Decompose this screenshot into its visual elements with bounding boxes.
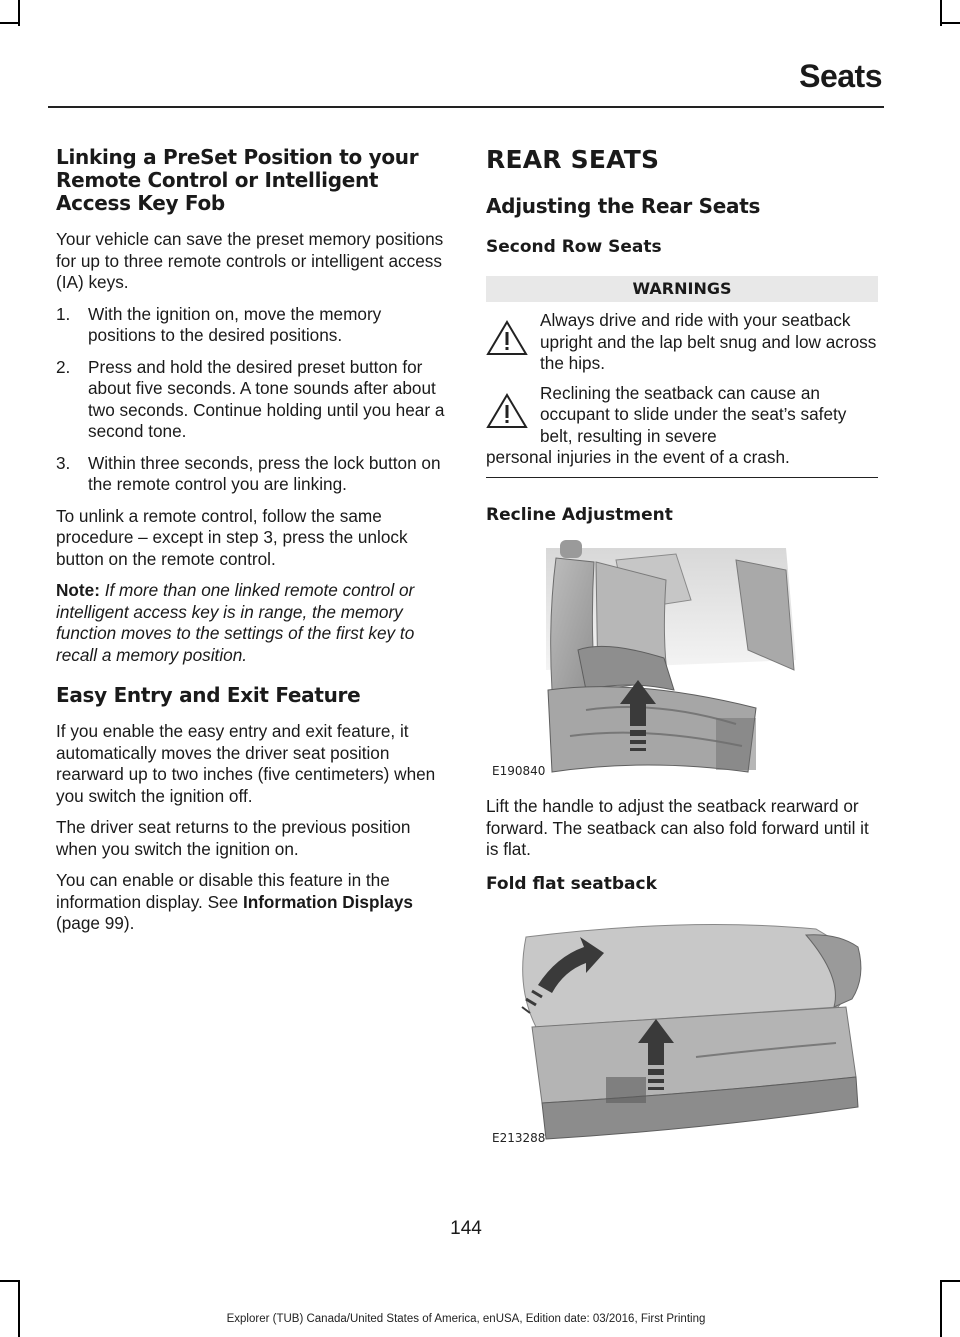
note-text: If more than one linked remote control or intelligent access key is in range, the memory function moves to the settings of the first key to recall a memory position. [56, 580, 415, 665]
warning-text-continued: personal injuries in the event of a crash. [486, 447, 790, 467]
list-item [56, 357, 448, 443]
note-label: Note: [56, 580, 100, 600]
recline-illustration [486, 540, 878, 782]
step-text: Within three seconds, press the lock button on the remote control you are linking. [88, 452, 441, 494]
step-number: 3. [56, 452, 71, 473]
easy-entry-enable-paragraph [56, 870, 448, 935]
main-heading-rear-seats: REAR SEATS [486, 145, 660, 174]
subsection-heading-recline: Recline Adjustment [486, 505, 673, 525]
section-heading-adjusting: Adjusting the Rear Seats [486, 194, 761, 218]
warning-text: Reclining the seatback can cause an occupant to slide under the seat’s safety belt, resulting in severe [540, 382, 847, 446]
recline-seat-drawing [486, 540, 878, 782]
page-footer: Explorer (TUB) Canada/United States of America, enUSA, Edition date: 03/2016, First Printing [226, 1313, 706, 1325]
figure-id: E213288 [492, 1130, 546, 1145]
warning-text: Always drive and ride with your seatback upright and the lap belt snug and low across the hips. [540, 310, 877, 373]
warning-item [486, 310, 878, 375]
header-divider [48, 106, 884, 108]
step-number: 1. [56, 303, 71, 324]
crop-mark [18, 1280, 20, 1337]
crop-mark [0, 22, 20, 24]
crop-mark [0, 1280, 20, 1282]
information-displays-link[interactable]: Information Displays [242, 891, 413, 912]
section-heading-easy-entry: Easy Entry and Exit Feature [56, 683, 361, 707]
left-column [56, 146, 448, 945]
unlink-paragraph: To unlink a remote control, follow the same procedure – except in step 3, press the unlock button on the remote control. [56, 505, 408, 569]
page-reference: (page 99). [56, 913, 135, 933]
step-text: With the ignition on, move the memory positions to the desired positions. [88, 303, 382, 345]
steps-list [56, 304, 448, 496]
intro-paragraph: Your vehicle can save the preset memory positions for up to three remote controls or intelligent access (IA) keys. [56, 229, 444, 292]
section-heading-linking: Linking a PreSet Position to your Remote Control or Intelligent Access Key Fob [56, 145, 419, 215]
page-number: 144 [450, 1218, 482, 1239]
crop-mark [940, 22, 960, 24]
list-item [56, 304, 448, 347]
warning-item [486, 383, 878, 469]
fold-flat-illustration [486, 907, 878, 1149]
crop-mark [940, 1280, 942, 1337]
warnings-header: WARNINGS [486, 276, 878, 302]
figure-id: E190840 [492, 764, 546, 778]
subsection-heading-second-row: Second Row Seats [486, 237, 662, 257]
list-item [56, 453, 448, 496]
note-paragraph [56, 580, 448, 666]
right-column [486, 146, 878, 1163]
warning-triangle-icon [486, 393, 528, 429]
page-header-title: Seats [799, 58, 882, 94]
easy-entry-paragraph: If you enable the easy entry and exit feature, it automatically moves the driver seat position rearward up to two inches (five centimeters) when you switch the ignition off. [56, 721, 436, 806]
warning-triangle-icon [486, 320, 528, 356]
step-number: 2. [56, 356, 71, 377]
easy-entry-return-paragraph: The driver seat returns to the previous position when you switch the ignition on. [56, 817, 411, 859]
fold-flat-seat-drawing [486, 907, 878, 1149]
subsection-heading-fold-flat: Fold flat seatback [486, 873, 657, 894]
crop-mark [940, 1280, 960, 1282]
step-text: Press and hold the desired preset button for about five seconds. A tone sounds after about two seconds. Continue holding until you hear a second tone. [88, 356, 445, 441]
enable-text: You can enable or disable this feature in the information display. See [56, 870, 390, 912]
recline-paragraph: Lift the handle to adjust the seatback rearward or forward. The seatback can also fold forward until it is flat. [486, 796, 869, 859]
warnings-divider [486, 477, 878, 479]
